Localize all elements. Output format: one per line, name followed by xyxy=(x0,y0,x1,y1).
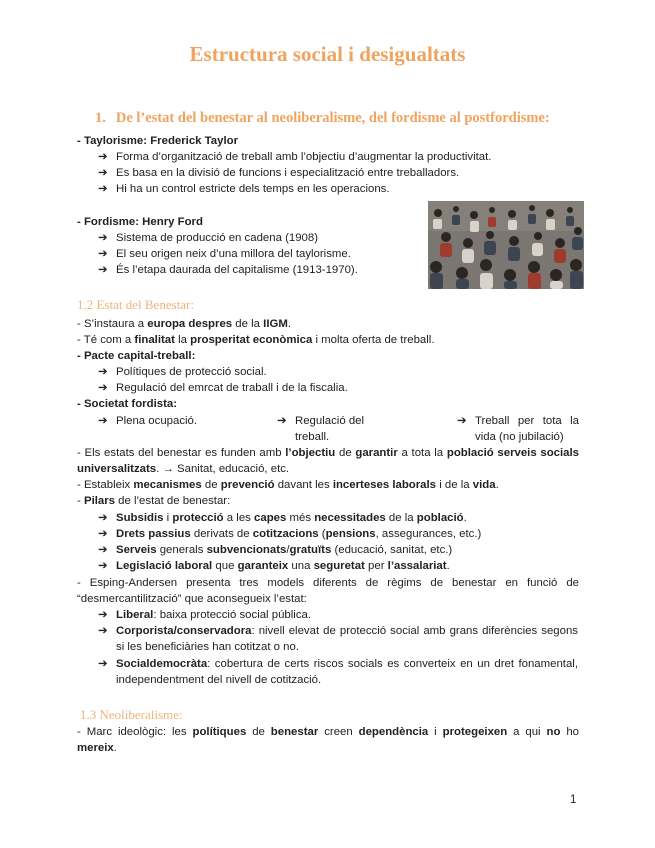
pacte-heading: - Pacte capital-treball: xyxy=(77,350,196,362)
arrow-icon: ➔ xyxy=(277,415,287,427)
arrow-icon: ➔ xyxy=(98,151,108,163)
crowd-photo-graphic xyxy=(428,201,584,289)
crowd-photo xyxy=(428,201,584,289)
arrow-icon: ➔ xyxy=(457,415,467,427)
arrow-icon: ➔ xyxy=(98,625,108,637)
eb-line-1: - S’instaura a europa despres de la IIGM. xyxy=(77,318,292,330)
document-page: Estructura social i desigualtats 1. De l’estat del benestar al neoliberalisme, del fordisme al postfordisme: - Taylorisme: Frederick Taylor ➔ Forma d’organització de treball amb l’objectiu d’augmentar la productivitat. ➔ Es basa en la divisió de funcions i especialització entre treballadors. ➔ Hi ha un control estricte dels temps en les operacions. - Fordisme: Henry Ford ➔ Sistema de producció en cadena (1908) ➔ El seu origen neix d’una millora del taylorisme. ➔ És l’etapa daurada del capitalisme (1913-1970). 1.2 Estat del Benestar: - S’instaura a europa despres de la IIGM. - Té com a finalitat la prosperitat econòmica i molta oferta de treball. - Pacte capital-treball: ➔ Polítiques de protecció social. ➔ Regulació del emrcat de traball i de la fiscalia. - Societat fordista: ➔ Plena ocupació. ➔ Regulació del treball. ➔ Treball per tota la vida (no jubilació) - Els estats del benestar es funden amb l’objectiu de garantir a tota la població serveis socials universalitzats. → Sanitat, educació, etc. - Estableix mecanismes de prevenció davant les incerteses laborals i de la vida. - Pilars de l’estat de benestar: ➔ Subsidis i protecció a les capes més necessitades de la població. ➔ Drets passius derivats de cotitzacions (pensions, assegurances, etc.) ➔ Serveis generals subvencionats/gratuïts (educació, sanitat, etc.) ➔ Legislació laboral que garanteix una seguretat per l’assalariat. - Esping-Andersen presenta tres models diferents de règims de benestar en funció de “desmercantilització” que aconsegueix l’estat: ➔ Liberal: baixa protecció social pública. ➔ Corporista/conservadora: nivell elevat de protecció social amb grans diferències segons si les beneficiàries han cotitzat o no. ➔ Socialdemocràta: cobertura de certs riscos socials es converteix en un dret fonamental, independentment del nivell de cotització. 1.3 Neoliberalisme: - Marc ideològic: les polítiques de benestar creen dependència i protegeixen a qui no ho mereix. 1 xyxy=(0,0,655,848)
eb-paragraph-2: - Estableix mecanismes de prevenció davant les incerteses laborals i de la vida. xyxy=(77,479,499,491)
arrow-icon: ➔ xyxy=(98,544,108,556)
arrow-icon: ➔ xyxy=(98,366,108,378)
arrow-icon: ➔ xyxy=(98,560,108,572)
arrow-icon: ➔ xyxy=(98,528,108,540)
societat-fordista-heading: - Societat fordista: xyxy=(77,398,177,410)
eb-line-2: - Té com a finalitat la prosperitat econòmica i molta oferta de treball. xyxy=(77,334,435,346)
eb-paragraph-3: - Pilars de l’estat de benestar: xyxy=(77,495,231,507)
arrow-icon: ➔ xyxy=(98,609,108,621)
page-number: 1 xyxy=(570,794,577,806)
arrow-icon: ➔ xyxy=(98,415,108,427)
section-1-title: De l’estat del benestar al neoliberalisme, del fordisme al postfordisme: xyxy=(115,110,550,126)
arrow-icon: ➔ xyxy=(98,382,108,394)
arrow-icon: ➔ xyxy=(98,512,108,524)
arrow-icon: ➔ xyxy=(98,232,108,244)
esping-andersen-paragraph: - Esping-Andersen presenta tres models diferents de règims de benestar en funció de “desmercantilització” que aconsegueix l’estat: xyxy=(77,577,579,605)
taylorisme-heading: - Taylorisme: Frederick Taylor xyxy=(77,135,239,147)
arrow-icon: ➔ xyxy=(98,167,108,179)
eb-paragraph-1: - Els estats del benestar es funden amb l’objectiu de garantir a tota la població serveis socials universalitzats. → Sanitat, educació, etc. xyxy=(77,447,580,475)
arrow-icon: ➔ xyxy=(98,658,108,670)
section-1-heading xyxy=(95,110,550,127)
section-1-3-heading: 1.3 Neoliberalisme: xyxy=(80,707,183,722)
fordisme-heading: - Fordisme: Henry Ford xyxy=(77,216,203,228)
page-title: Estructura social i desigualtats xyxy=(189,42,466,66)
arrow-icon: ➔ xyxy=(98,183,108,195)
section-1-number: 1. xyxy=(95,110,106,126)
arrow-icon: ➔ xyxy=(98,264,108,276)
arrow-icon: ➔ xyxy=(98,248,108,260)
section-1-2-heading: 1.2 Estat del Benestar: xyxy=(77,297,194,312)
neoliberalisme-paragraph: - Marc ideològic: les polítiques de benestar creen dependència i protegeixen a qui no ho mereix. xyxy=(77,726,580,754)
